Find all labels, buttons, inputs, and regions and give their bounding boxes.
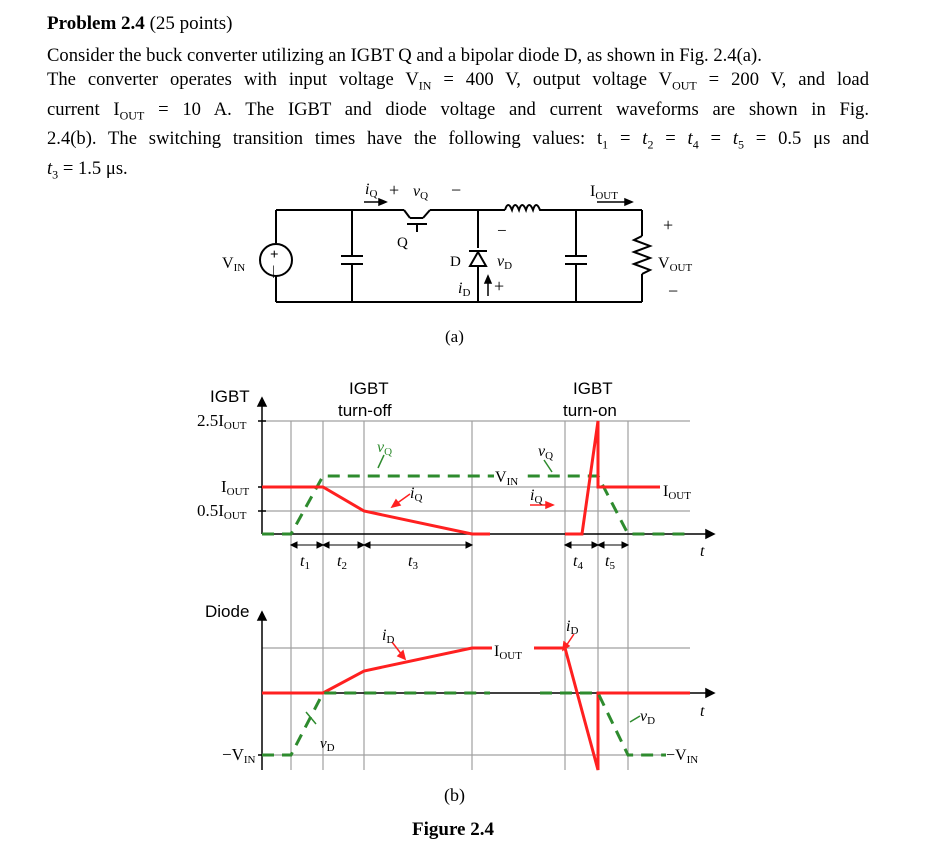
vin-label: VIN: [222, 255, 246, 274]
vin-wave-label: VIN: [495, 469, 519, 488]
problem-title: Problem 2.4 (25 points): [47, 13, 233, 34]
id-label: iD: [458, 280, 471, 299]
t1-label: t1: [300, 553, 310, 572]
id-wave-label-2: iD: [566, 618, 579, 637]
vd-wave-label-2: vD: [640, 708, 656, 727]
t4-label: t4: [573, 553, 583, 572]
caption-b: (b): [444, 785, 465, 805]
vd-minus: −: [497, 221, 507, 240]
vd-wave-label: $v_D$: [320, 736, 335, 754]
turnoff-label-1: IGBT: [349, 379, 389, 398]
iq-label: iQ: [365, 181, 378, 200]
t3-label: t3: [408, 553, 418, 572]
igbt-voltage-trace: [262, 476, 690, 534]
vout-label: VOUT: [658, 255, 693, 274]
d-label: D: [450, 254, 461, 270]
iout-diode-label: IOUT: [494, 643, 522, 662]
id-wave-label: iD: [382, 627, 395, 646]
turnoff-label-2: turn-off: [338, 401, 392, 420]
diode-voltage-trace: [262, 693, 490, 755]
level-iout: IOUT: [221, 477, 250, 498]
t-axis-label-diode: t: [700, 703, 705, 720]
pointer-arrows: [392, 494, 574, 659]
vout-plus: +: [663, 215, 674, 235]
caption-a: (a): [445, 327, 464, 346]
iq-wave-label: iQ: [410, 485, 423, 504]
waveform-gridlines: [262, 421, 690, 770]
vout-minus: −: [668, 281, 679, 301]
level-2-5-iout: 2.5IOUT: [197, 411, 247, 432]
t5-label: t5: [605, 553, 615, 572]
voltage-pointer-arrows: [306, 455, 640, 724]
source-minus: |: [272, 264, 275, 279]
vq-plus: +: [389, 180, 400, 200]
neg-vin-right-label: −VIN: [666, 747, 699, 766]
q-label: Q: [397, 235, 408, 251]
t2-label: t2: [337, 553, 347, 572]
vd-label: vD: [497, 253, 513, 272]
iout-label: IOUT: [590, 183, 618, 202]
diode-axis-label: Diode: [205, 602, 250, 621]
iq-wave-label-2: iQ: [530, 487, 543, 506]
vq-minus: −: [451, 180, 462, 200]
iout-right-label: IOUT: [663, 483, 691, 502]
problem-statement: Consider the buck converter utilizing an IGBT Q and a bipolar diode D, as shown in Fig. 2.4(a). The converter operates with input voltage $V_{IN} = 400$ V, output voltage $V_{OUT} = 200$ V, and load current $I_{OUT} = 10$ A. The IGBT and diode voltage and current waveforms are shown in Fig. 2.4(b). The switching transition times have the following values: $t_1 = t_2 = t_4 = t_5 = 0.5$ μs and $t_3 = 1.5$ μs.: [47, 45, 869, 182]
interval-arrows: [291, 542, 628, 548]
vd-plus: +: [494, 276, 505, 296]
figure-caption: Figure 2.4: [412, 819, 494, 840]
source-plus: +: [270, 247, 279, 263]
turnon-label-1: IGBT: [573, 379, 613, 398]
turnon-label-2: turn-on: [563, 401, 617, 420]
neg-vin-label: −VIN: [222, 745, 256, 766]
igbt-axis-label: IGBT: [210, 387, 250, 406]
level-0-5-iout: 0.5IOUT: [197, 501, 247, 522]
t-axis-label: t: [700, 543, 705, 560]
vq-wave-label: vQ: [377, 439, 393, 458]
vq-wave-label-2: vQ: [538, 443, 554, 462]
vq-label: vQ: [413, 183, 429, 202]
